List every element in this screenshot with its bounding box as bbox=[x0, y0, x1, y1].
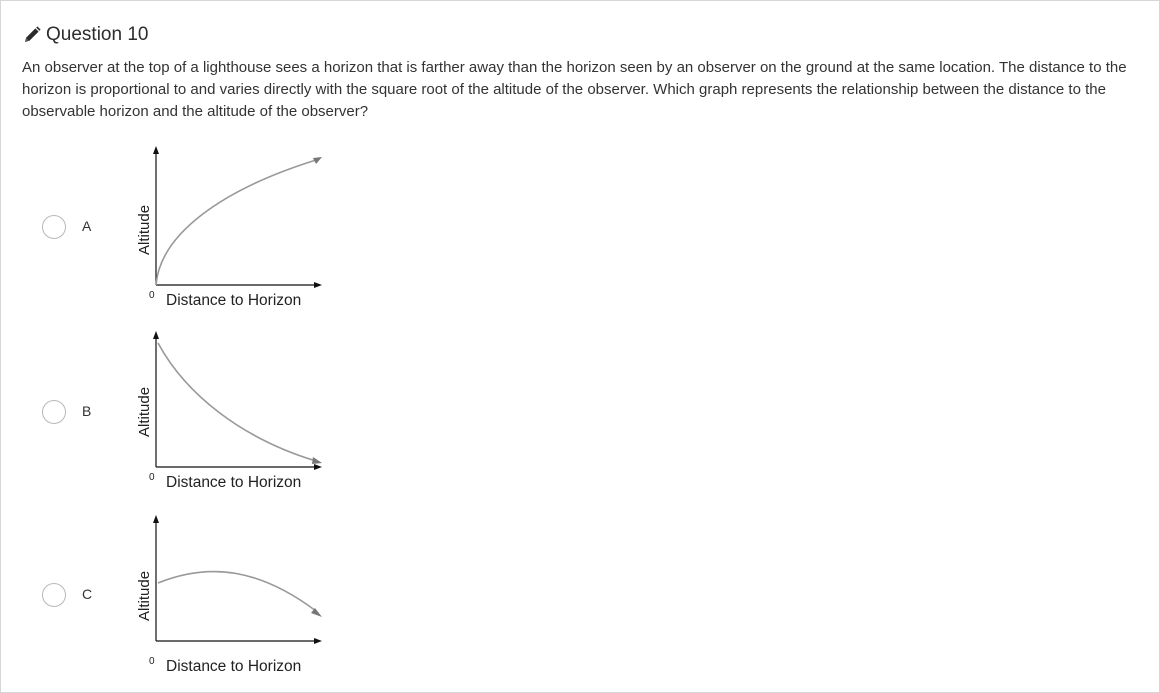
origin-label-c: 0 bbox=[149, 656, 155, 667]
answer-option-b[interactable] bbox=[0, 323, 400, 503]
y-axis-label-b: Altitude bbox=[136, 386, 153, 437]
curve-c bbox=[158, 572, 316, 611]
option-letter-a: A bbox=[82, 218, 92, 234]
x-axis-arrow-a bbox=[314, 282, 322, 288]
x-axis-arrow-b bbox=[314, 464, 322, 470]
y-axis-arrow-b bbox=[153, 331, 159, 339]
x-axis-label-a: Distance to Horizon bbox=[166, 292, 302, 309]
radio-button-c[interactable] bbox=[42, 583, 66, 607]
pencil-icon bbox=[22, 25, 42, 45]
origin-label-b: 0 bbox=[149, 472, 155, 483]
answer-option-c[interactable] bbox=[0, 507, 400, 687]
option-letter-b: B bbox=[82, 403, 92, 419]
radio-button-a[interactable] bbox=[42, 215, 66, 239]
curve-b bbox=[158, 343, 316, 461]
x-axis-label-c: Distance to Horizon bbox=[166, 658, 302, 675]
y-axis-arrow-c bbox=[153, 515, 159, 523]
y-axis-arrow-a bbox=[153, 146, 159, 154]
y-axis-label-c: Altitude bbox=[136, 570, 153, 621]
curve-arrow-b bbox=[312, 457, 322, 464]
radio-button-b[interactable] bbox=[42, 400, 66, 424]
y-axis-label-a: Altitude bbox=[136, 204, 153, 255]
curve-a bbox=[156, 160, 316, 285]
graph-c bbox=[130, 507, 330, 682]
graph-b bbox=[130, 323, 330, 498]
answer-option-a[interactable] bbox=[0, 140, 400, 320]
origin-label-a: 0 bbox=[149, 290, 155, 301]
x-axis-label-b: Distance to Horizon bbox=[166, 474, 302, 491]
curve-arrow-a bbox=[313, 157, 322, 164]
graph-a bbox=[130, 140, 330, 315]
question-title: Question 10 bbox=[46, 24, 149, 45]
question-prompt: An observer at the top of a lighthouse sees a horizon that is farther away than the horizon seen by an observer on the ground at the same location. The distance to the horizon is proportional to and varies directly with the square root of the altitude of the observer. Which graph represents the relationship between the distance to the observable horizon and the altitude of the observer? bbox=[22, 59, 1127, 120]
question-header bbox=[22, 22, 148, 48]
option-letter-c: C bbox=[82, 586, 93, 602]
x-axis-arrow-c bbox=[314, 638, 322, 644]
